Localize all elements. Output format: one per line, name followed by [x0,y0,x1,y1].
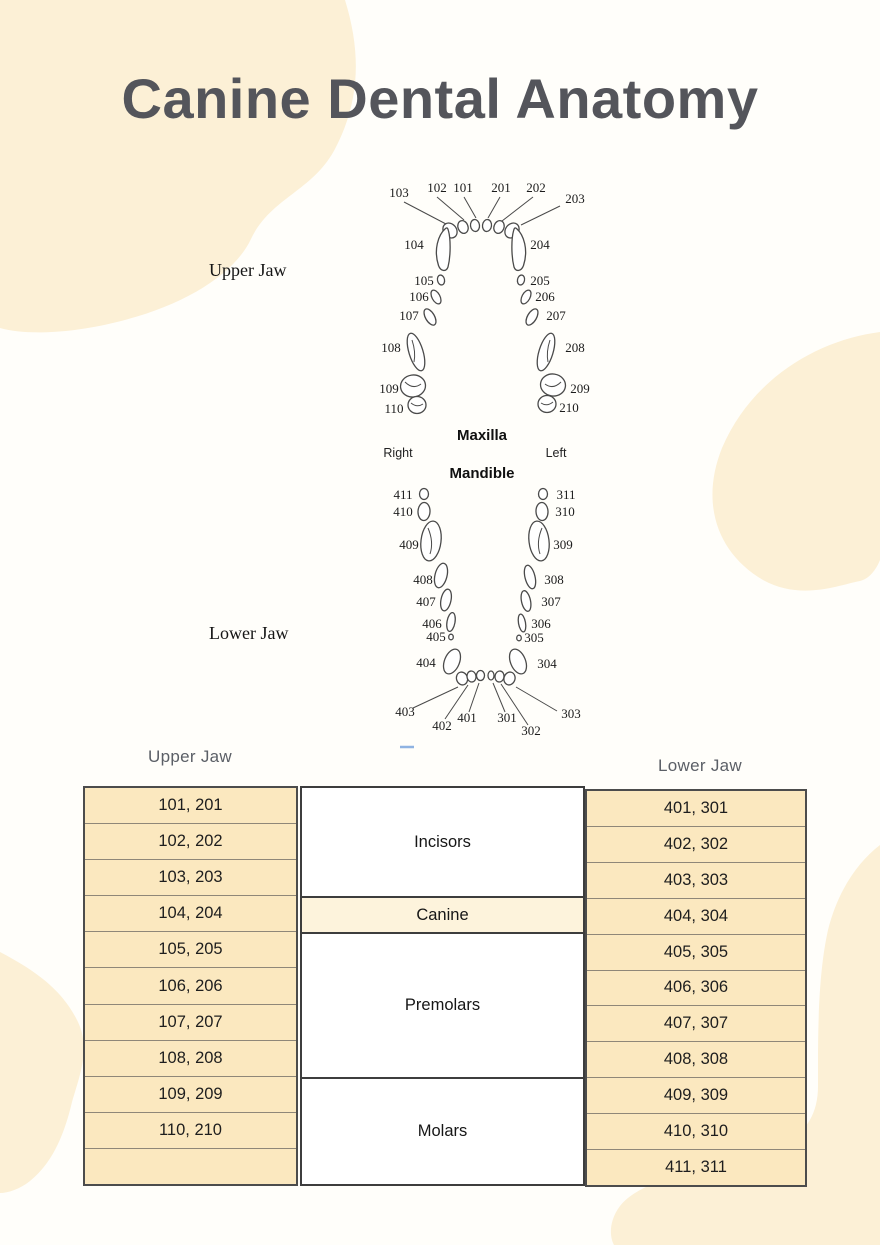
upper-jaw-table [83,786,298,1186]
tooth-411-label: 411 [393,487,413,502]
category-molars: Molars [302,1079,583,1184]
tooth-408 [413,562,450,589]
table-row: 108, 208 [85,1041,296,1077]
tooth-108 [381,331,428,372]
tooth-204-label: 204 [530,237,550,252]
diagram-lower-jaw-label: Lower Jaw [209,623,289,643]
dental-diagram [368,175,605,760]
page-title: Canine Dental Anatomy [121,67,759,130]
tooth-407 [416,588,453,612]
tooth-305-label: 305 [524,630,544,645]
tooth-302-label: 302 [521,723,541,738]
table-row: 404, 304 [587,899,805,935]
tooth-304 [506,647,557,677]
tooth-210 [538,396,579,416]
table-row: 411, 311 [587,1150,805,1185]
mandible-label: Mandible [449,465,515,482]
tooth-104 [404,228,450,271]
upper-jaw-table-header: Upper Jaw [148,747,232,766]
tooth-207-label: 207 [546,308,566,323]
table-row: 401, 301 [587,791,805,827]
tooth-308 [522,564,564,590]
tooth-311 [539,487,576,502]
table-row: 407, 307 [587,1006,805,1042]
tooth-306-label: 306 [531,616,551,631]
table-row: 402, 302 [587,827,805,863]
tooth-201-label: 201 [491,180,511,195]
tooth-311-label: 311 [556,487,576,502]
tooth-104-label: 104 [404,237,424,252]
tooth-308-label: 308 [544,572,564,587]
tooth-207 [524,307,567,327]
tooth-402-label: 402 [432,718,452,733]
table-row: 409, 309 [587,1078,805,1114]
tooth-208 [534,331,585,372]
tooth-404-label: 404 [416,655,436,670]
tooth-209-label: 209 [570,381,590,396]
tooth-110-label: 110 [384,401,404,416]
tooth-209 [539,372,590,397]
tooth-102-label: 102 [427,180,447,195]
tooth-101-label: 101 [453,180,473,195]
tooth-105 [414,273,445,288]
tooth-210-label: 210 [559,400,579,415]
tooth-205-label: 205 [530,273,550,288]
tooth-206-label: 206 [535,289,555,304]
table-row: 109, 209 [85,1077,296,1113]
maxilla-label: Maxilla [456,427,508,444]
tooth-307-label: 307 [541,594,561,609]
lower-jaw-table [585,789,807,1187]
tooth-107-label: 107 [399,308,419,323]
table-row: 105, 205 [85,932,296,968]
table-row: 103, 203 [85,860,296,896]
tooth-301-label: 301 [497,710,517,725]
tooth-204 [512,228,550,271]
table-row: 106, 206 [85,968,296,1004]
tooth-405-label: 405 [426,629,446,644]
tooth-105-label: 105 [414,273,434,288]
category-premolars: Premolars [302,934,583,1079]
tooth-106-label: 106 [409,289,429,304]
tooth-411 [393,487,428,502]
tooth-309-label: 309 [553,537,573,552]
category-incisors: Incisors [302,788,583,898]
table-row: 104, 204 [85,896,296,932]
tooth-410-label: 410 [393,504,413,519]
background-blob-top-left [0,0,356,332]
tooth-108-label: 108 [381,340,401,355]
tooth-310-label: 310 [555,504,575,519]
table-row: 403, 303 [587,863,805,899]
background-blob-right [712,332,880,591]
tooth-303-label: 303 [561,706,581,721]
tooth-401-label: 401 [457,710,477,725]
tooth-404 [416,647,464,677]
table-row: 101, 201 [85,788,296,824]
tooth-408-label: 408 [413,572,433,587]
category-canine: Canine [302,898,583,934]
tooth-107 [399,307,438,327]
tooth-310 [536,502,575,521]
tooth-410 [393,502,430,521]
tooth-category-table [300,786,585,1186]
table-row: 107, 207 [85,1005,296,1041]
table-row: 110, 210 [85,1113,296,1149]
tooth-305 [517,630,544,645]
table-row: 408, 308 [587,1042,805,1078]
tooth-307 [519,590,561,612]
tooth-202-label: 202 [526,180,546,195]
tooth-304-label: 304 [537,656,557,671]
tooth-103-label: 103 [389,185,409,200]
table-row: 406, 306 [587,971,805,1007]
lower-jaw-table-header: Lower Jaw [658,756,742,775]
tooth-406-label: 406 [422,616,442,631]
background-blob-bottom-left [0,952,84,1193]
right-label: Right [383,446,413,460]
tooth-407-label: 407 [416,594,436,609]
table-row: 102, 202 [85,824,296,860]
tooth-403-label: 403 [395,704,415,719]
tooth-110 [384,397,426,417]
tooth-208-label: 208 [565,340,585,355]
tooth-203-label: 203 [565,191,585,206]
tooth-206 [519,289,555,306]
diagram-upper-jaw-label: Upper Jaw [209,260,287,280]
left-label: Left [545,446,567,460]
tooth-106 [409,289,443,306]
tooth-409-label: 409 [399,537,419,552]
tooth-309 [527,520,573,562]
table-row: 405, 305 [587,935,805,971]
tooth-409 [399,520,443,562]
tooth-109-label: 109 [379,381,399,396]
tooth-205 [517,273,550,288]
table-row: 410, 310 [587,1114,805,1150]
tooth-109 [379,373,427,398]
table-row [85,1149,296,1184]
